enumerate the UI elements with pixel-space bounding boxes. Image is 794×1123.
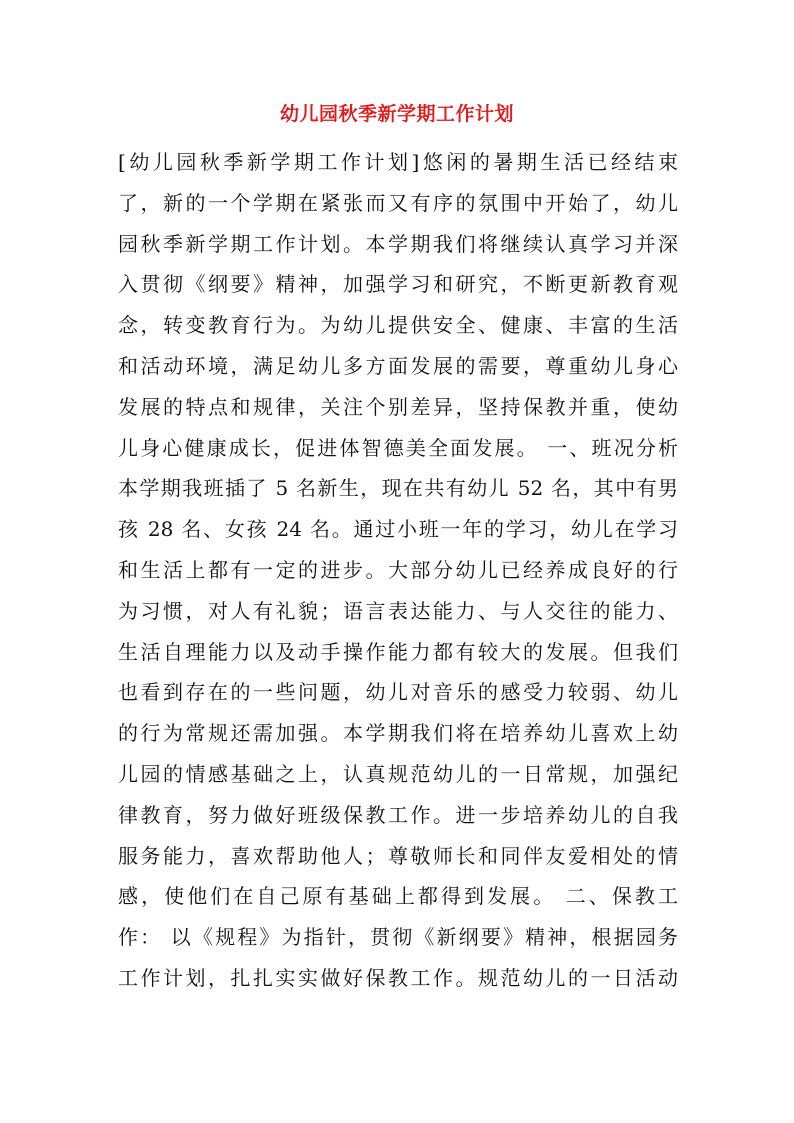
document-title: 幼儿园秋季新学期工作计划 (279, 103, 514, 125)
body-line: 发展的特点和规律，关注个别差异，坚持保教并重，使幼 (118, 394, 678, 419)
body-line: 孩 28 名、女孩 24 名。通过小班一年的学习，幼儿在学习 (118, 517, 678, 542)
body-line: 儿园的情感基础之上，认真规范幼儿的一日常规，加强纪 (118, 761, 678, 786)
body-line: 了，新的一个学期在紧张而又有序的氛围中开始了，幼儿 (118, 190, 678, 215)
body-line: 作： 以《规程》为指针，贯彻《新纲要》精神，根据园务 (118, 925, 678, 950)
body-line: 服务能力，喜欢帮助他人；尊敬师长和同伴友爱相处的情 (118, 843, 678, 868)
body-line: 入贯彻《纲要》精神，加强学习和研究，不断更新教育观 (118, 272, 678, 297)
body-line: 生活自理能力以及动手操作能力都有较大的发展。但我们 (118, 639, 678, 664)
body-line: 为习惯，对人有礼貌；语言表达能力、与人交往的能力、 (118, 598, 678, 623)
body-line: 的行为常规还需加强。本学期我们将在培养幼儿喜欢上幼 (118, 721, 678, 746)
body-line: 感，使他们在自己原有基础上都得到发展。 二、保教工 (118, 884, 678, 909)
body-line: 也看到存在的一些问题，幼儿对音乐的感受力较弱、幼儿 (118, 680, 678, 705)
document-body (118, 142, 678, 999)
body-line: 园秋季新学期工作计划。本学期我们将继续认真学习并深 (118, 231, 678, 256)
body-line: 和生活上都有一定的进步。大部分幼儿已经养成良好的行 (118, 557, 678, 582)
body-line: 工作计划，扎扎实实做好保教工作。规范幼儿的一日活动 (118, 965, 678, 990)
body-line: 儿身心健康成长，促进体智德美全面发展。 一、班况分析 (118, 435, 678, 460)
body-line: 律教育，努力做好班级保教工作。进一步培养幼儿的自我 (118, 802, 678, 827)
body-line: 本学期我班插了 5 名新生，现在共有幼儿 52 名，其中有男 (118, 476, 678, 501)
body-line: [幼儿园秋季新学期工作计划]悠闲的暑期生活已经结束 (118, 150, 678, 174)
body-line: 念，转变教育行为。为幼儿提供安全、健康、丰富的生活 (118, 313, 678, 338)
body-line: 和活动环境，满足幼儿多方面发展的需要，尊重幼儿身心 (118, 353, 678, 378)
